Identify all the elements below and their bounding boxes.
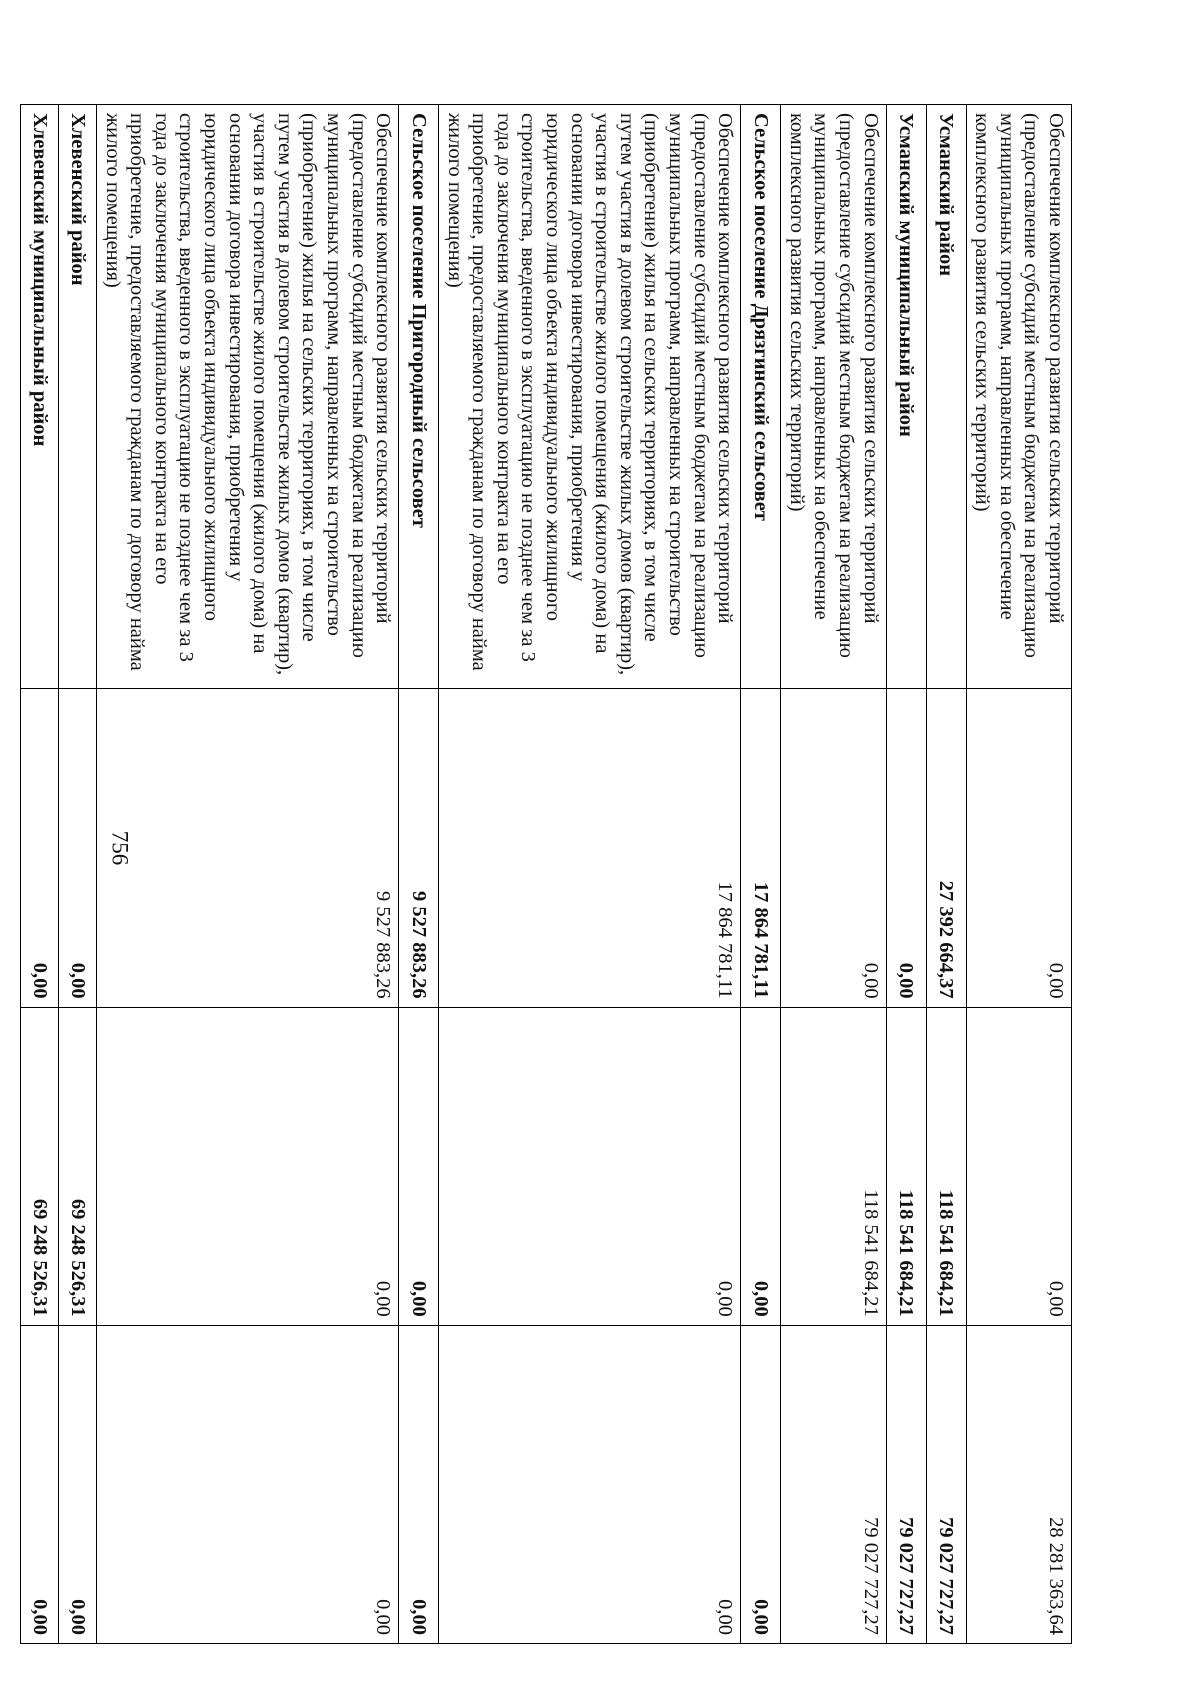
row-value-2: 69 248 526,31 [59,1007,97,1325]
row-value-1: 17 864 781,11 [741,689,781,1007]
table-row [886,105,926,1644]
row-value-3: 79 027 727,27 [781,1325,886,1643]
row-value-3: 79 027 727,27 [926,1325,966,1643]
row-value-3: 0,00 [21,1325,59,1643]
row-value-2: 118 541 684,21 [781,1007,886,1325]
row-value-1: 27 392 664,37 [926,689,966,1007]
row-value-3: 0,00 [439,1325,741,1643]
row-value-1: 0,00 [966,689,1071,1007]
table-row [97,105,399,1644]
row-value-1: 0,00 [59,689,97,1007]
row-name: Обеспечение комплексного развития сельских территорий (предоставление субсидий местным бюджетам на реализацию муниципальных программ, направленных на обеспечение комплексного развития сельских территорий) [781,105,886,689]
row-value-2: 0,00 [439,1007,741,1325]
row-value-2: 0,00 [966,1007,1071,1325]
budget-table [20,104,1072,1644]
row-value-3: 0,00 [59,1325,97,1643]
row-value-2: 0,00 [741,1007,781,1325]
row-name: Хлевенский муниципальный район [21,105,59,689]
row-value-1: 0,00 [21,689,59,1007]
row-name: Обеспечение комплексного развития сельских территорий (предоставление субсидий местным бюджетам на реализацию муниципальных программ, направленных на обеспечение комплексного развития сельских территорий) [966,105,1071,689]
row-value-2: 0,00 [399,1007,439,1325]
table-row [781,105,886,1644]
row-name: Хлевенский район [59,105,97,689]
row-name: Обеспечение комплексного развития сельских территорий (предоставление субсидий местным бюджетам на реализацию муниципальных программ, направленных на строительство (приобретение) жилья на сельских территориях, в том числе путем участия в долевом строительстве жилых домов (квартир), участия в строительстве жилого помещения (жилого дома) на основании договора инвестирования, приобретения у юридического лица объекта индивидуального жилищного строительства, введенного в эксплуатацию не позднее чем за 3 года до заключения муниципального контракта на его приобретение, предоставляемого гражданам по договору найма жилого помещения) [97,105,399,689]
table-row [926,105,966,1644]
row-value-1: 17 864 781,11 [439,689,741,1007]
row-name: Сельское поселение Дрязгинский сельсовет [741,105,781,689]
row-value-3: 28 281 363,64 [966,1325,1071,1643]
table-row [399,105,439,1644]
row-value-3: 79 027 727,27 [886,1325,926,1643]
table-row [59,105,97,1644]
table-row [741,105,781,1644]
row-value-2: 69 248 526,31 [21,1007,59,1325]
row-value-3: 0,00 [399,1325,439,1643]
row-value-3: 0,00 [741,1325,781,1643]
row-name: Обеспечение комплексного развития сельских территорий (предоставление субсидий местным бюджетам на реализацию муниципальных программ, направленных на строительство (приобретение) жилья на сельских территориях, в том числе путем участия в долевом строительстве жилых домов (квартир), участия в строительстве жилого помещения (жилого дома) на основании договора инвестирования, приобретения у юридического лица объекта индивидуального жилищного строительства, введенного в эксплуатацию не позднее чем за 3 года до заключения муниципального контракта на его приобретение, предоставляемого гражданам по договору найма жилого помещения) [439,105,741,689]
row-value-1: 9 527 883,26 [399,689,439,1007]
table-row [439,105,741,1644]
table-row [21,105,59,1644]
row-value-2: 118 541 684,21 [886,1007,926,1325]
row-value-2: 0,00 [97,1007,399,1325]
row-value-1: 9 527 883,26 [97,689,399,1007]
row-value-2: 118 541 684,21 [926,1007,966,1325]
page-number: 756 [107,830,133,866]
table-row [966,105,1071,1644]
row-value-3: 0,00 [97,1325,399,1643]
row-value-1: 0,00 [886,689,926,1007]
row-name: Сельское поселение Пригородный сельсовет [399,105,439,689]
row-name: Усманский район [926,105,966,689]
row-value-1: 0,00 [781,689,886,1007]
row-name: Усманский муниципальный район [886,105,926,689]
